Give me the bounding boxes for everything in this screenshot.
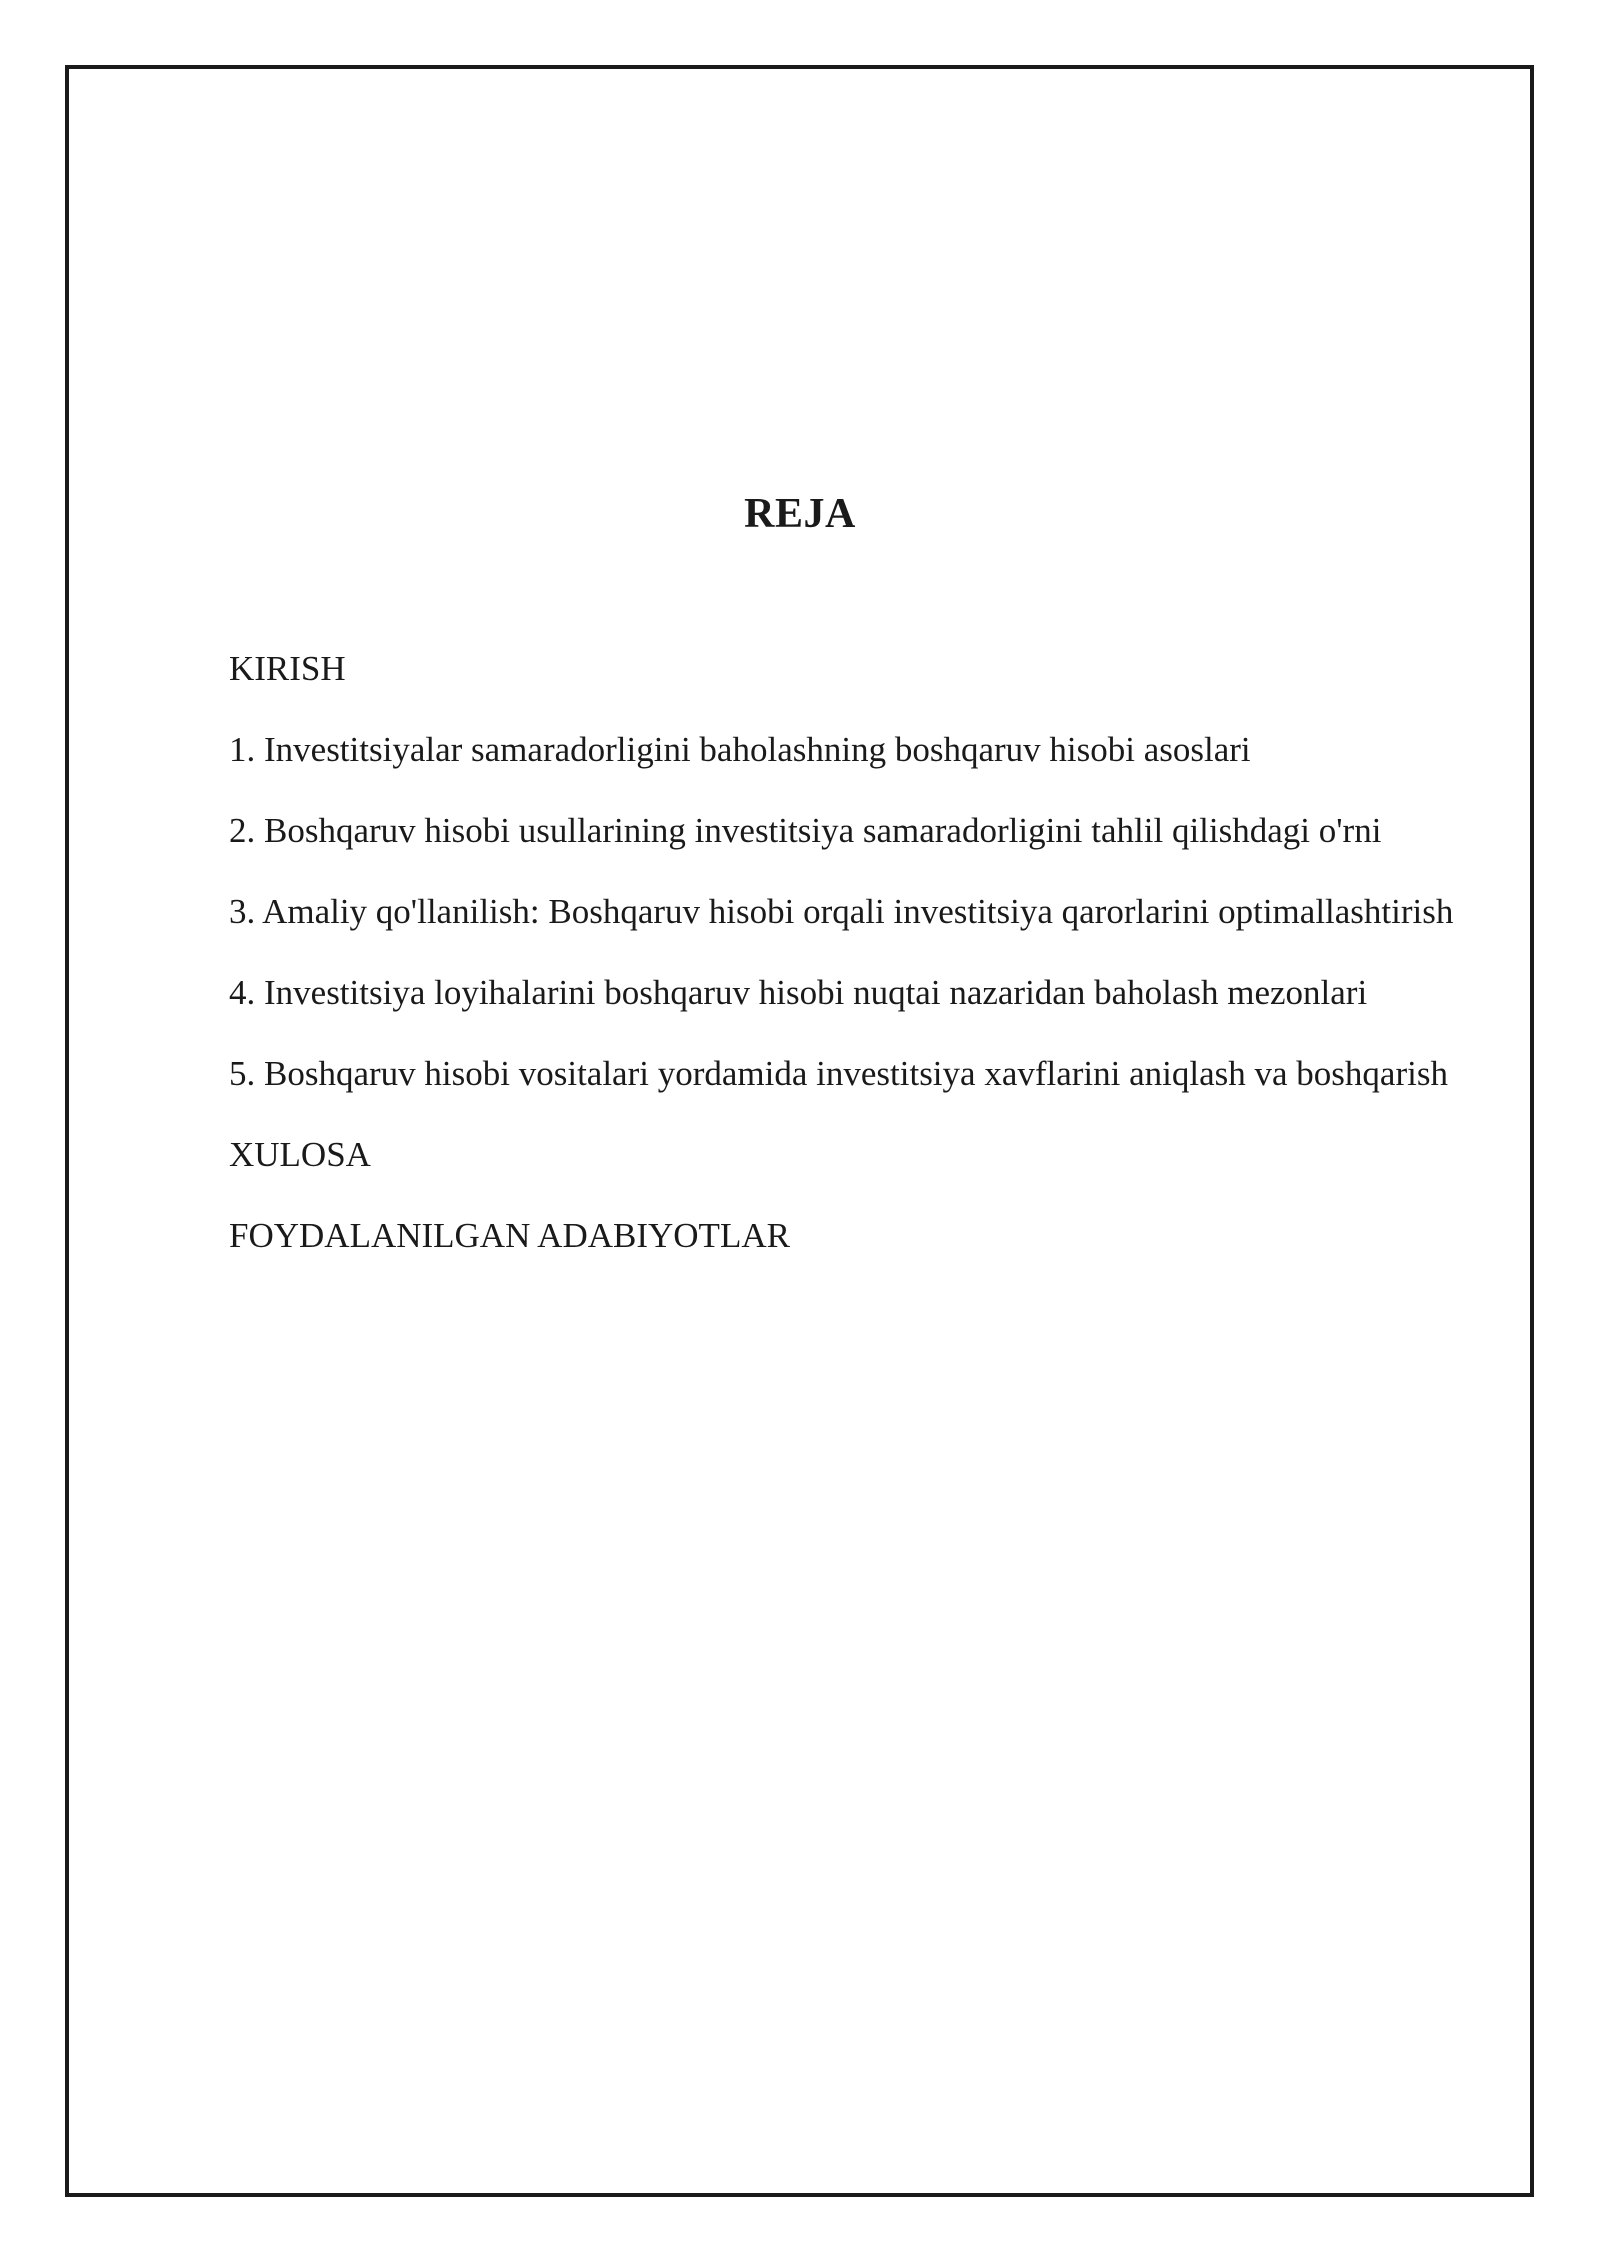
toc-item-introduction: KIRISH — [229, 649, 346, 688]
page-title: REJA — [744, 491, 856, 538]
toc-item-references: FOYDALANILGAN ADABIYOTLAR — [229, 1216, 790, 1255]
toc-item-section-1: 1. Investitsiyalar samaradorligini baholashning boshqaruv hisobi asoslari — [229, 730, 1251, 769]
table-of-contents — [229, 637, 1489, 1285]
toc-item-conclusion: XULOSA — [229, 1135, 371, 1174]
toc-item-section-2: 2. Boshqaruv hisobi usullarining investitsiya samaradorligini tahlil qilishdagi o'rni — [229, 811, 1382, 850]
toc-item-section-4: 4. Investitsiya loyihalarini boshqaruv hisobi nuqtai nazaridan baholash mezonlari — [229, 973, 1368, 1012]
toc-item-section-3: 3. Amaliy qo'llanilish: Boshqaruv hisobi orqali investitsiya qarorlarini optimallashtirish — [229, 892, 1454, 931]
toc-item-section-5: 5. Boshqaruv hisobi vositalari yordamida investitsiya xavflarini aniqlash va boshqarish — [229, 1054, 1448, 1093]
